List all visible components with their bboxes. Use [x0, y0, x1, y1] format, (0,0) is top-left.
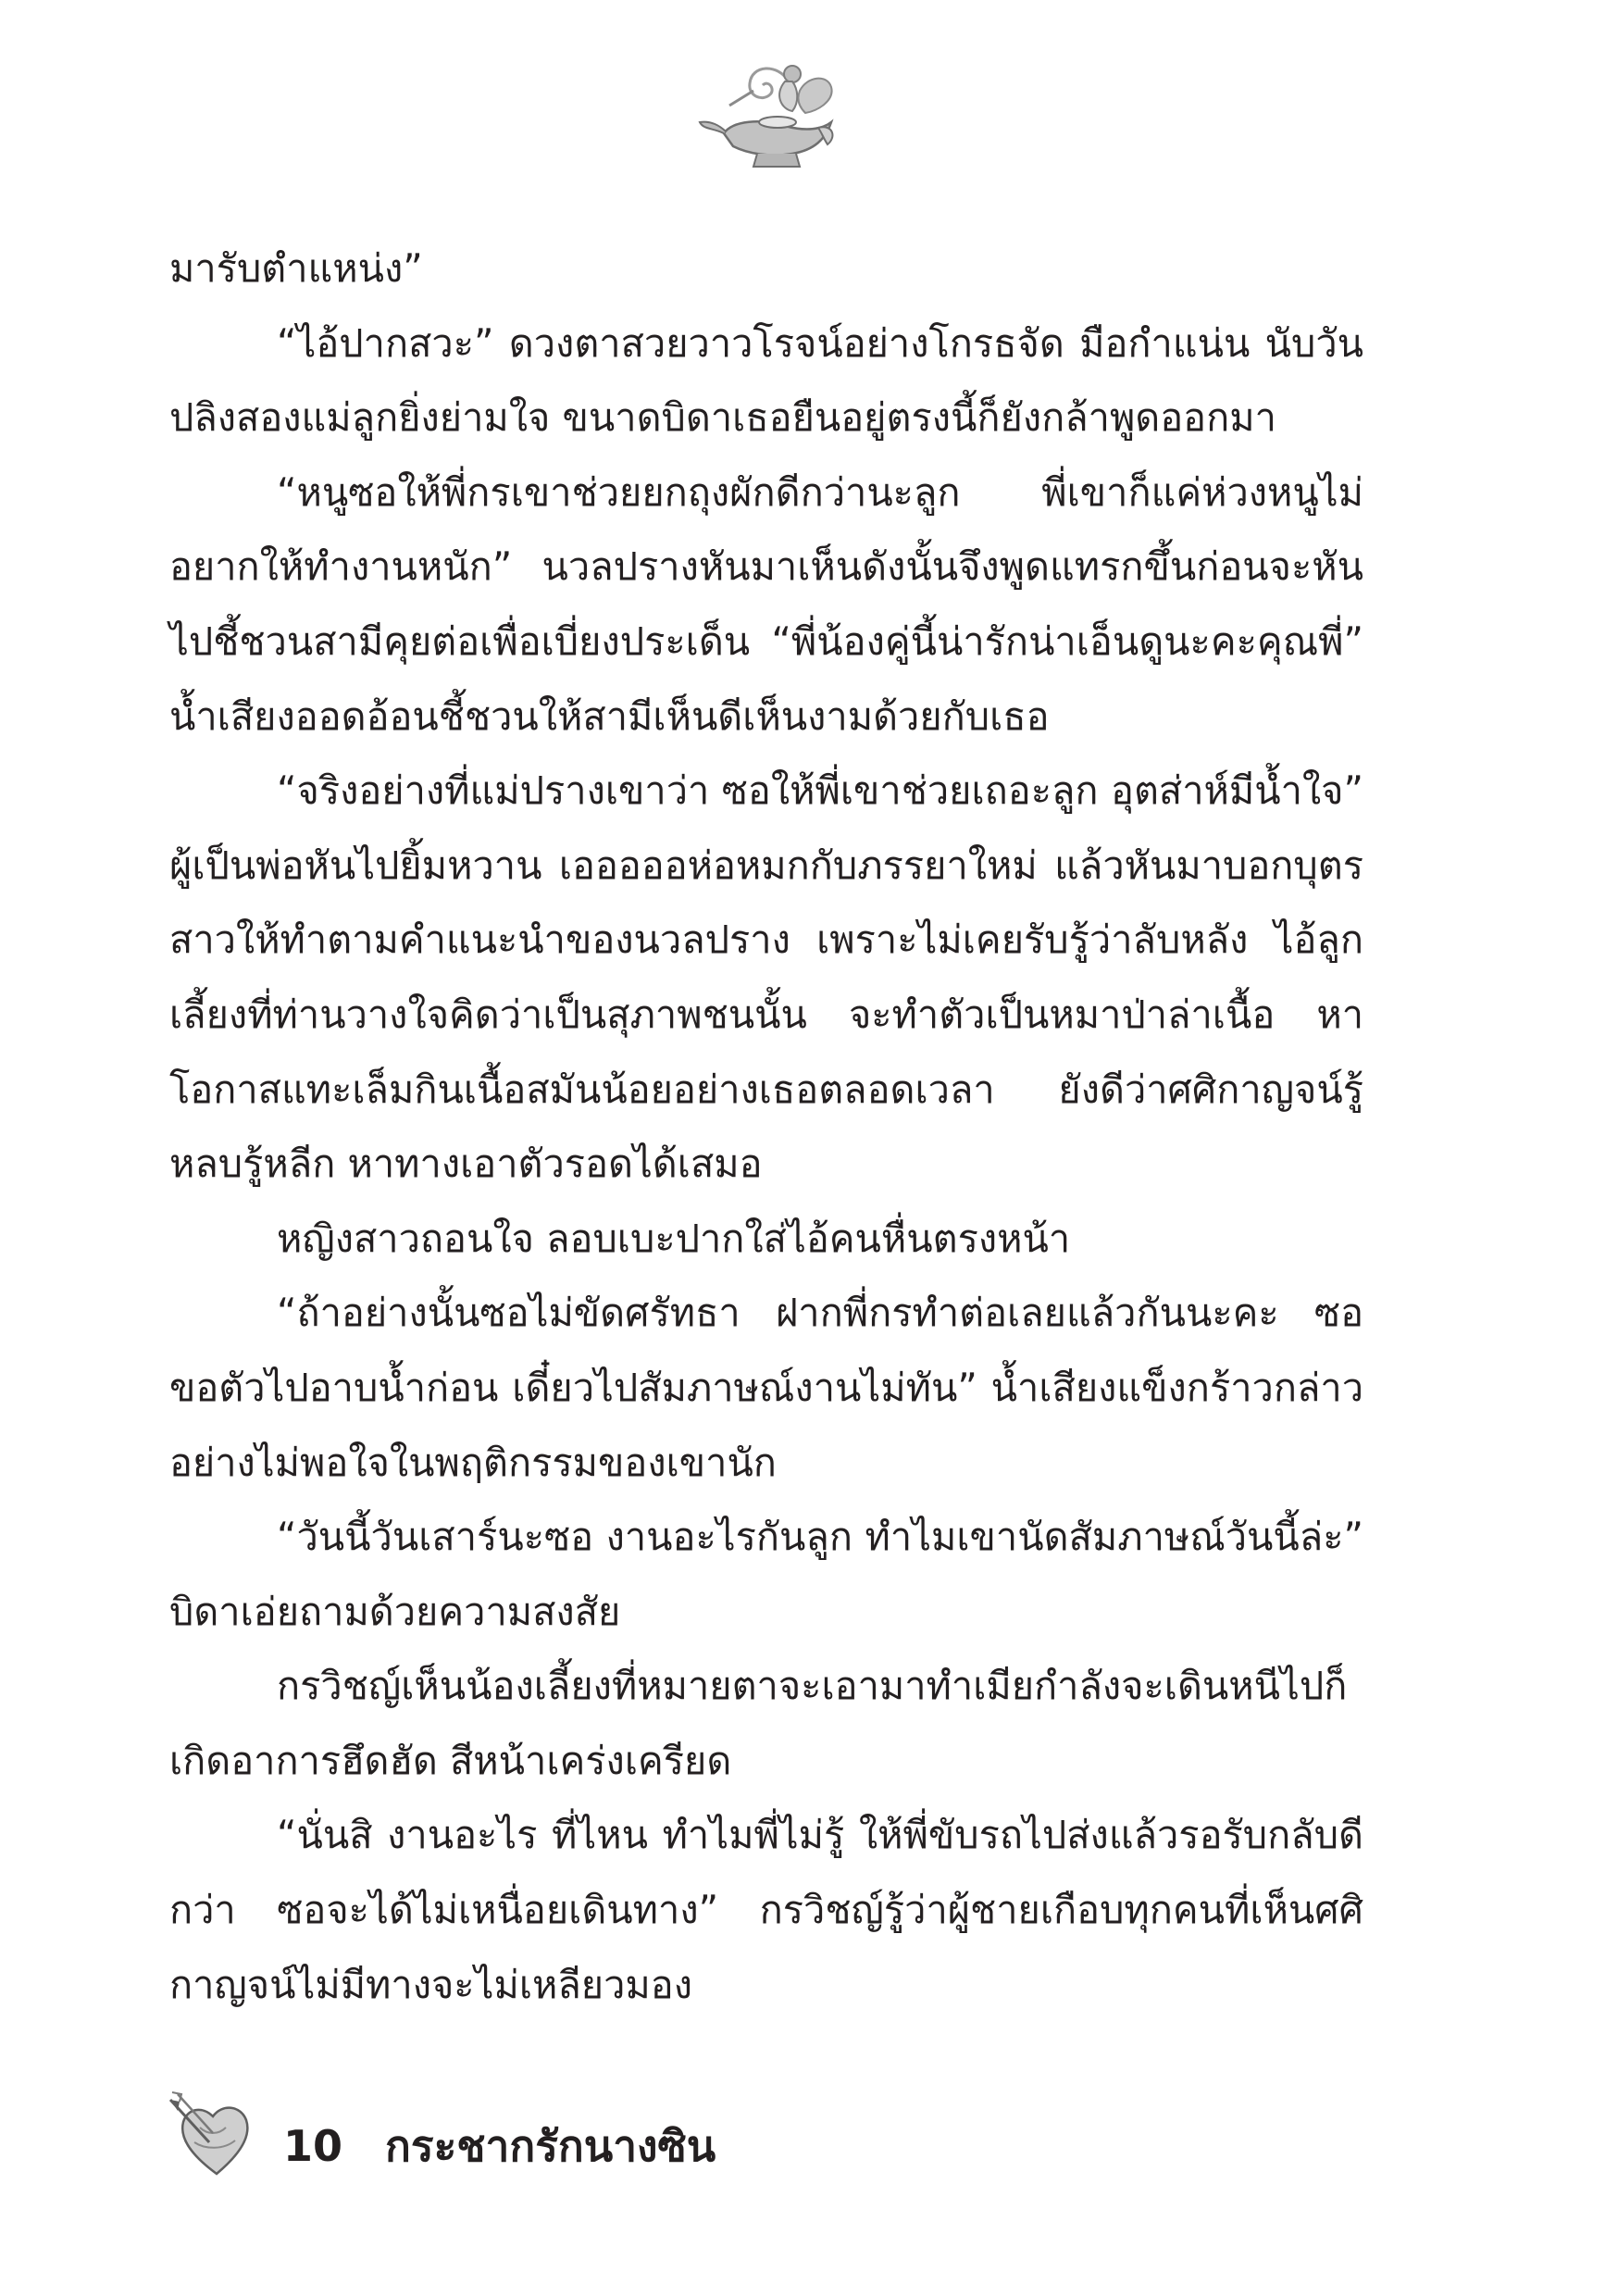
paragraph: หญิงสาวถอนใจ ลอบเบะปากใส่ไอ้คนหื่นตรงหน้า [277, 1215, 1071, 1261]
paragraph: “นั่นสิ งานอะไร ที่ไหน ทำไมพี่ไม่รู้ ให้พี่ขับรถไปส่งแล้วรอรับกลับดีกว่า ซอจะได้ไม่เหนื่อยเดินทาง” กรวิชญ์รู้ว่าผู้ชายเกือบทุกคนที่เห็นศศิกาญจน์ไม่มีทางจะไม่เหลียวมอง [169, 1812, 1363, 2007]
paragraph: “หนูซอให้พี่กรเขาช่วยยกถุงผักดีกว่านะลูก พี่เขาก็แค่ห่วงหนูไม่อยากให้ทำงานหนัก” นวลปรางหันมาเห็นดังนั้นจึงพูดแทรกขึ้นก่อนจะหันไปชี้ชวนสามีคุยต่อเพื่อเบี่ยงประเด็น “พี่น้องคู่นี้น่ารักน่าเอ็นดูนะคะคุณพี่” น้ำเสียงออดอ้อนชี้ชวนให้สามีเห็นดีเห็นงามด้วยกับเธอ [169, 468, 1363, 739]
paragraph: มารับตำแหน่ง” [169, 245, 423, 291]
heart-with-arrows-icon [167, 2090, 263, 2181]
genie-lamp-with-cupid-icon [696, 54, 840, 176]
paragraph: “จริงอย่างที่แม่ปรางเขาว่า ซอให้พี่เขาช่วยเถอะลูก อุตส่าห์มีน้ำใจ” ผู้เป็นพ่อหันไปยิ้มหวาน เอออออห่อหมกกับภรรยาใหม่ แล้วหันมาบอกบุตรสาวให้ทำตามคำแนะนำของนวลปราง เพราะไม่เคยรับรู้ว่าลับหลัง ไอ้ลูกเลี้ยงที่ท่านวางใจคิดว่าเป็นสุภาพชนนั้น จะทำตัวเป็นหมาป่าล่าเนื้อ หาโอกาสแทะเล็มกินเนื้อสมันน้อยอย่างเธอตลอดเวลา ยังดีว่าศศิกาญจน์รู้หลบรู้หลีก หาทางเอาตัวรอดได้เสมอ [169, 767, 1363, 1187]
body-text [169, 231, 1363, 2022]
page-footer [167, 2083, 1000, 2194]
paragraph: กรวิชญ์เห็นน้องเลี้ยงที่หมายตาจะเอามาทำเมียกำลังจะเดินหนีไปก็เกิดอาการฮึดฮัด สีหน้าเคร่งเครียด [169, 1663, 1348, 1783]
footer-text [283, 2113, 716, 2180]
paragraph: “ไอ้ปากสวะ” ดวงตาสวยวาวโรจน์อย่างโกรธจัด มือกำแน่น นับวันปลิงสองแม่ลูกยิ่งย่ามใจ ขนาดบิดาเธอยืนอยู่ตรงนี้ก็ยังกล้าพูดออกมา [169, 319, 1363, 441]
paragraph: “ถ้าอย่างนั้นซอไม่ขัดศรัทธา ฝากพี่กรทำต่อเลยแล้วกันนะคะ ซอขอตัวไปอาบน้ำก่อน เดี๋ยวไปสัมภาษณ์งานไม่ทัน” น้ำเสียงแข็งกร้าวกล่าวอย่างไม่พอใจในพฤติกรรมของเขานัก [169, 1290, 1363, 1485]
page-number: 10 [283, 2121, 343, 2171]
book-title: กระชากรักนางซิน [385, 2121, 716, 2171]
paragraph: “วันนี้วันเสาร์นะซอ งานอะไรกันลูก ทำไมเขานัดสัมภาษณ์วันนี้ล่ะ” บิดาเอ่ยถามด้วยความสงสัย [169, 1514, 1363, 1634]
